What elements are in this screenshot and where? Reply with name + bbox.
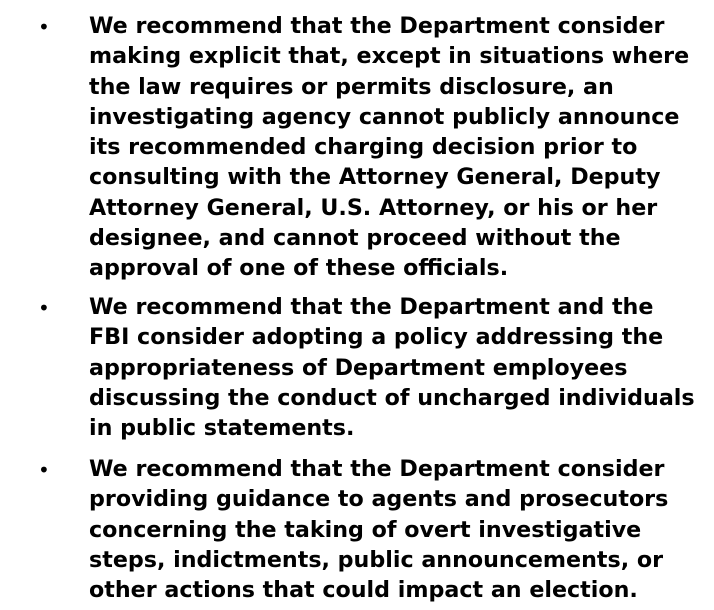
text-line: steps, indictments, public announcements, or xyxy=(89,546,664,573)
text-line: FBI consider adopting a policy addressing the xyxy=(89,324,664,351)
text-line: other actions that could impact an election. xyxy=(89,577,638,604)
text-line: concerning the taking of overt investigative xyxy=(89,516,642,543)
text-line: Attorney General, U.S. Attorney, or his or her xyxy=(89,194,658,221)
text-line: investigating agency cannot publicly announce xyxy=(89,103,680,130)
text-line: We recommend that the Department and the xyxy=(89,294,654,320)
bullet-icon: • xyxy=(38,15,50,39)
recommendation-text xyxy=(89,292,695,443)
text-line: appropriateness of Department employees xyxy=(89,354,628,381)
text-line: consulting with the Attorney General, Deputy xyxy=(89,164,661,191)
text-line: in public statements. xyxy=(89,415,355,442)
recommendation-text xyxy=(89,11,689,284)
recommendation-text xyxy=(89,454,689,605)
text-line: approval of one of these officials. xyxy=(89,255,509,282)
text-line: designee, and cannot proceed without the xyxy=(89,225,621,252)
bullet-icon: • xyxy=(38,458,50,482)
text-line: discussing the conduct of uncharged individuals xyxy=(89,384,695,411)
bullet-icon: • xyxy=(38,296,50,320)
text-line: its recommended charging decision prior to xyxy=(89,134,638,161)
text-line: the law requires or permits disclosure, an xyxy=(89,73,614,100)
text-line: We recommend that the Department consider xyxy=(89,13,665,39)
text-line: making explicit that, except in situations where xyxy=(89,43,690,70)
text-line: We recommend that the Department consider xyxy=(89,456,665,482)
text-line: providing guidance to agents and prosecutors xyxy=(89,486,669,513)
